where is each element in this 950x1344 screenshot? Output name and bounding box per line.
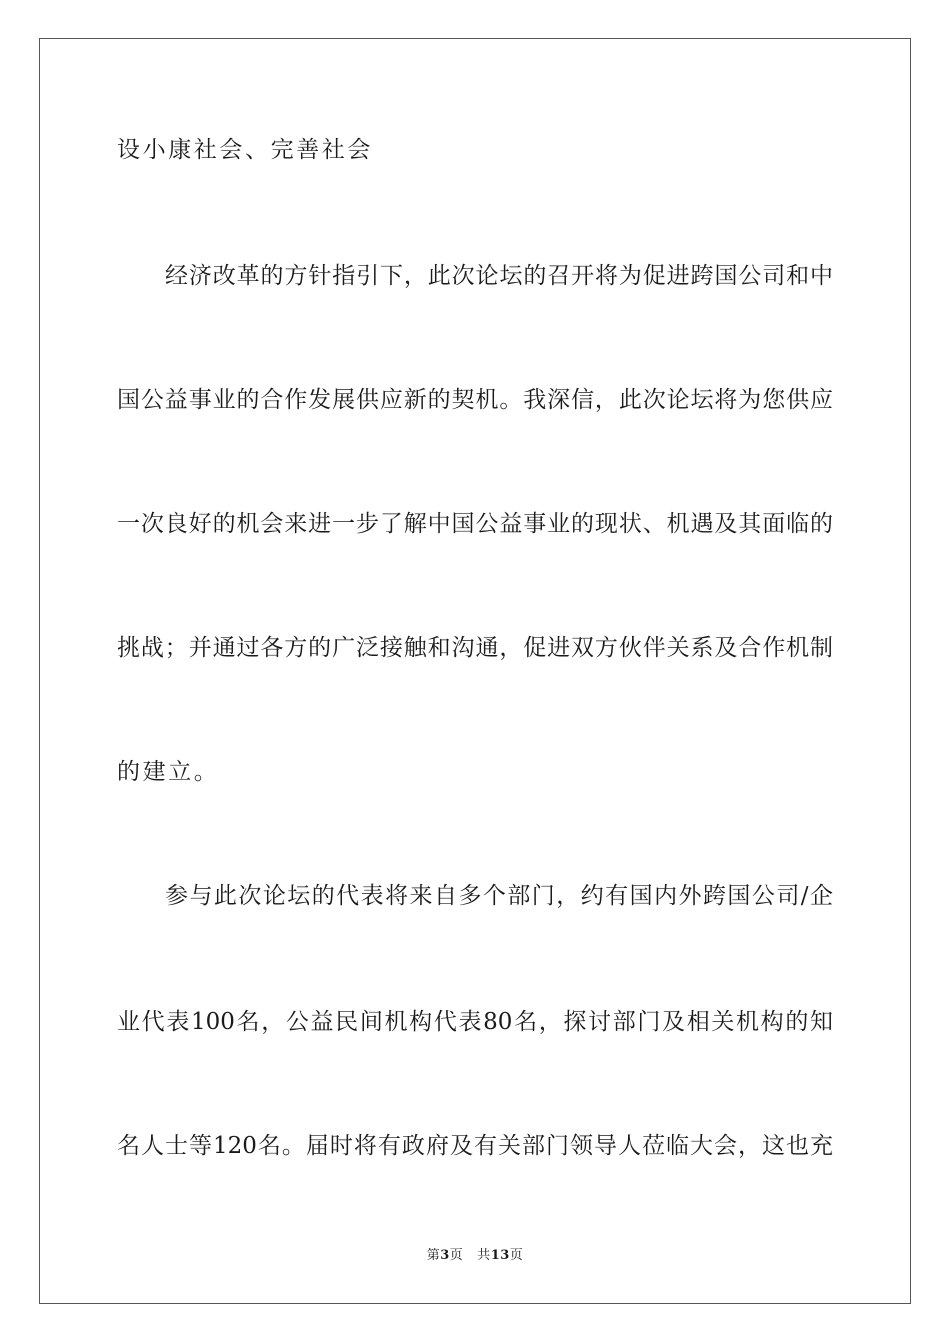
text-line: 经济改革的方针指引下，此次论坛的召开将为促进跨国公司和中	[165, 263, 833, 289]
text-line: 参与此次论坛的代表将来自多个部门，约有国内外跨国公司/企	[165, 883, 833, 909]
text-line: 业代表100名，公益民间机构代表80名，探讨部门及相关机构的知	[117, 1009, 833, 1035]
text-line: 一次良好的机会来进一步了解中国公益事业的现状、机遇及其面临的	[117, 511, 833, 537]
footer-total-prefix: 共	[477, 1248, 491, 1263]
text-line: 名人士等120名。届时将有政府及有关部门领导人莅临大会，这也充	[117, 1133, 833, 1159]
text-line: 国公益事业的合作发展供应新的契机。我深信，此次论坛将为您供应	[117, 387, 833, 413]
footer-page-suffix: 页	[449, 1248, 464, 1263]
text-line: 设小康社会、完善社会	[117, 137, 373, 163]
footer-page-prefix: 第	[426, 1248, 441, 1263]
page-footer	[0, 1248, 950, 1264]
text-line: 挑战；并通过各方的广泛接触和沟通，促进双方伙伴关系及合作机制	[117, 635, 833, 661]
page-border	[39, 38, 911, 1304]
footer-page-number: 3	[440, 1248, 450, 1263]
footer-total-suffix: 页	[509, 1248, 524, 1263]
footer-total-pages: 13	[490, 1248, 510, 1263]
text-line: 的建立。	[117, 759, 220, 785]
